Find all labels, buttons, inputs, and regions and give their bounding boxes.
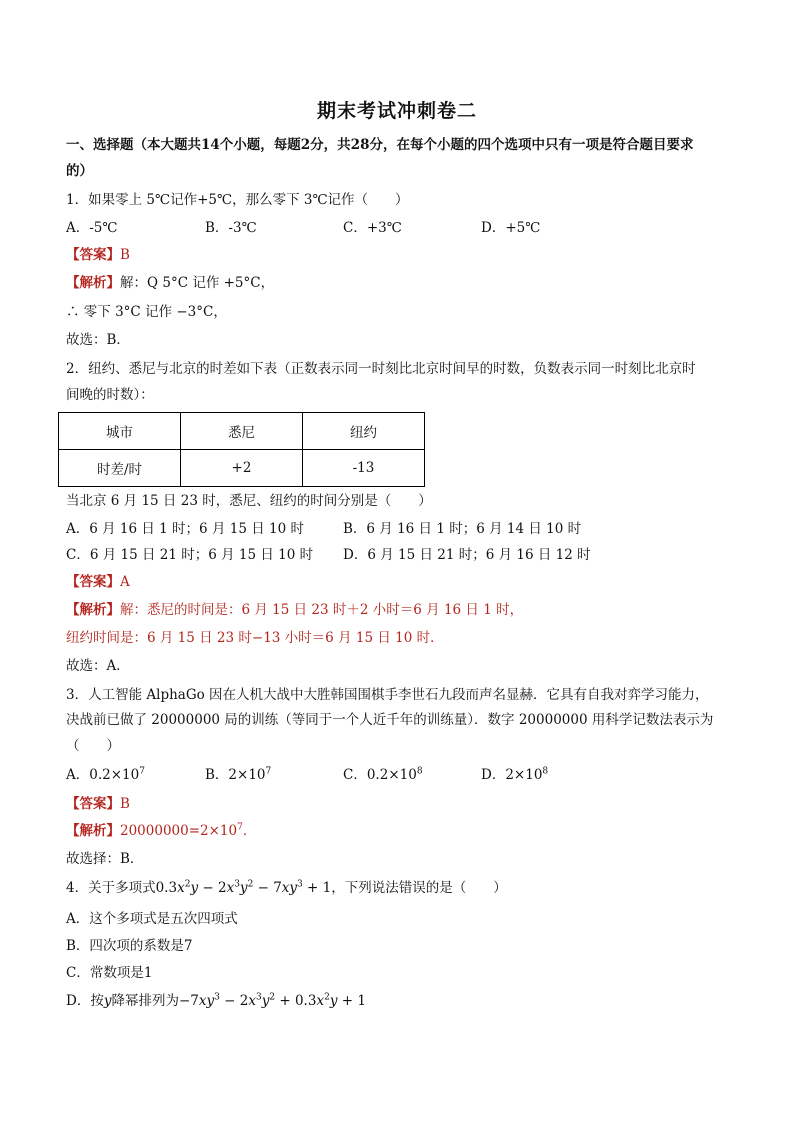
table-cell: +2 <box>181 450 303 487</box>
analysis-label: 【解析】 <box>66 275 120 291</box>
q1-option-c: C．+3℃ <box>343 220 402 236</box>
table-cell: 时差/时 <box>59 450 181 487</box>
answer-label: 【答案】 <box>66 247 120 263</box>
q3-option-b-value: 2×10 <box>228 767 266 783</box>
q2-stem-1: 2．纽约、悉尼与北京的时差如下表（正数表示同一时刻比北京时间早的时数，负数表示同一时刻比北京时 <box>66 361 696 377</box>
table-header-cell: 城市 <box>59 413 181 450</box>
q2-stem-2: 间晚的时数）： <box>66 387 154 403</box>
q4-stem: 4．关于多项式$0.3x^2y - 2x^3y^2 - 7xy^3 + 1$，下列说法错误的是（ ） <box>66 879 507 896</box>
table-header-row <box>59 413 425 450</box>
q3-stem-2: 决战前已做了 20000000 局的训练（等同于一个人近千年的训练量）．数字 20000000 用科学记数法表示为 <box>66 712 714 728</box>
q1-conclusion: 故选：B． <box>66 332 130 348</box>
q4-option-c: C．常数项是1 <box>66 965 153 981</box>
q4-option-d-polynomial: $-7xy^3 - 2x^3y^2 + 0.3x^2y + 1$ <box>178 992 366 1009</box>
q1-answer: B <box>120 247 130 263</box>
q2-analysis-2: 纽约时间是：6 月 15 日 23 时−13 小时＝6 月 15 日 10 时． <box>66 630 444 646</box>
q3-option-b-exp: 7 <box>265 766 272 777</box>
q1-answer-line <box>66 246 736 264</box>
q4-option-b: B．四次项的系数是7 <box>66 938 193 954</box>
q1-option-b: B．-3℃ <box>205 220 257 236</box>
q2-conclusion: 故选：A． <box>66 658 130 674</box>
q1-stem: 1．如果零上 5℃记作+5℃，那么零下 3℃记作（ ） <box>66 192 409 208</box>
q3-option-c-value: 0.2×10 <box>366 767 417 783</box>
q3-analysis-line: 【解析】$20000000=2\times 10^7$． <box>66 822 257 839</box>
q3-option-a-value: 0.2×10 <box>89 767 140 783</box>
q1-option-a: A．-5℃ <box>66 220 118 236</box>
time-difference-table <box>58 412 425 487</box>
table-cell: -13 <box>303 450 425 487</box>
answer-label: 【答案】 <box>66 574 120 590</box>
q3-analysis-exp: 7 <box>237 822 243 833</box>
q2-option-b: B．6 月 16 日 1 时；6 月 14 日 10 时 <box>343 521 582 537</box>
q2-answer-line <box>66 573 736 591</box>
page-title: 期末考试冲刺卷二 <box>316 100 477 122</box>
q4-polynomial: $0.3x^2y - 2x^3y^2 - 7xy^3 + 1$ <box>155 879 332 896</box>
table-header-cell: 纽约 <box>303 413 425 450</box>
analysis-label: 【解析】 <box>66 602 120 618</box>
q2-analysis-1: 解：悉尼的时间是：6 月 15 日 23 时＋2 小时＝6 月 16 日 1 时， <box>120 602 524 618</box>
q4-option-a: A．这个多项式是五次四项式 <box>66 911 238 927</box>
q2-stem-3: 当北京 6 月 15 日 23 时，悉尼、纽约的时间分别是（ ） <box>66 493 432 509</box>
q2-analysis-line <box>66 601 736 619</box>
q3-answer-line <box>66 795 736 813</box>
q4-option-d: D．按y降幂排列为$-7xy^3 - 2x^3y^2 + 0.3x^2y + 1$ <box>66 992 366 1009</box>
table-header-cell: 悉尼 <box>181 413 303 450</box>
q3-option-a: A．$0.2\times 10^7$ <box>66 766 145 783</box>
answer-label: 【答案】 <box>66 796 120 812</box>
q3-stem-1: 3．人工智能 AlphaGo 因在人机大战中大胜韩国围棋手李世石九段而声名显赫．它具有自我对弈学习能力， <box>66 687 709 703</box>
q3-option-d: D．$2\times 10^8$ <box>481 766 549 783</box>
q3-option-a-exp: 7 <box>139 766 145 777</box>
q3-option-d-exp: 8 <box>542 766 549 777</box>
q2-option-c: C．6 月 15 日 21 时；6 月 15 日 10 时 <box>66 547 314 563</box>
q1-analysis-2: ∴ 零下 3°C 记作 −3°C， <box>66 304 227 320</box>
q3-option-c: C．$0.2\times 10^8$ <box>343 766 423 783</box>
analysis-label: 【解析】 <box>66 823 120 839</box>
q2-answer: A <box>120 574 130 590</box>
section-heading-cont: 的） <box>66 163 93 179</box>
q2-option-d: D．6 月 15 日 21 时；6 月 16 日 12 时 <box>343 547 591 563</box>
q1-analysis-line <box>66 274 736 292</box>
q3-option-d-value: 2×10 <box>505 767 543 783</box>
table-row <box>59 450 425 487</box>
q3-answer: B <box>120 796 130 812</box>
q3-stem-3: （ ） <box>66 738 120 754</box>
q1-analysis-1: 解：Q 5°C 记作 +5°C， <box>120 275 275 291</box>
section-heading: 一、选择题（本大题共14个小题，每题2分，共28分，在每个小题的四个选项中只有一项是符合题目要求 <box>66 137 694 153</box>
q3-option-b: B．$2\times 10^7$ <box>205 766 272 783</box>
q1-option-d: D．+5℃ <box>481 220 541 236</box>
q3-analysis-main: 20000000=2×10 <box>120 823 238 839</box>
q3-conclusion: 故选择：B． <box>66 851 144 867</box>
q2-option-a: A．6 月 16 日 1 时；6 月 15 日 10 时 <box>66 521 304 537</box>
q3-option-c-exp: 8 <box>416 766 423 777</box>
